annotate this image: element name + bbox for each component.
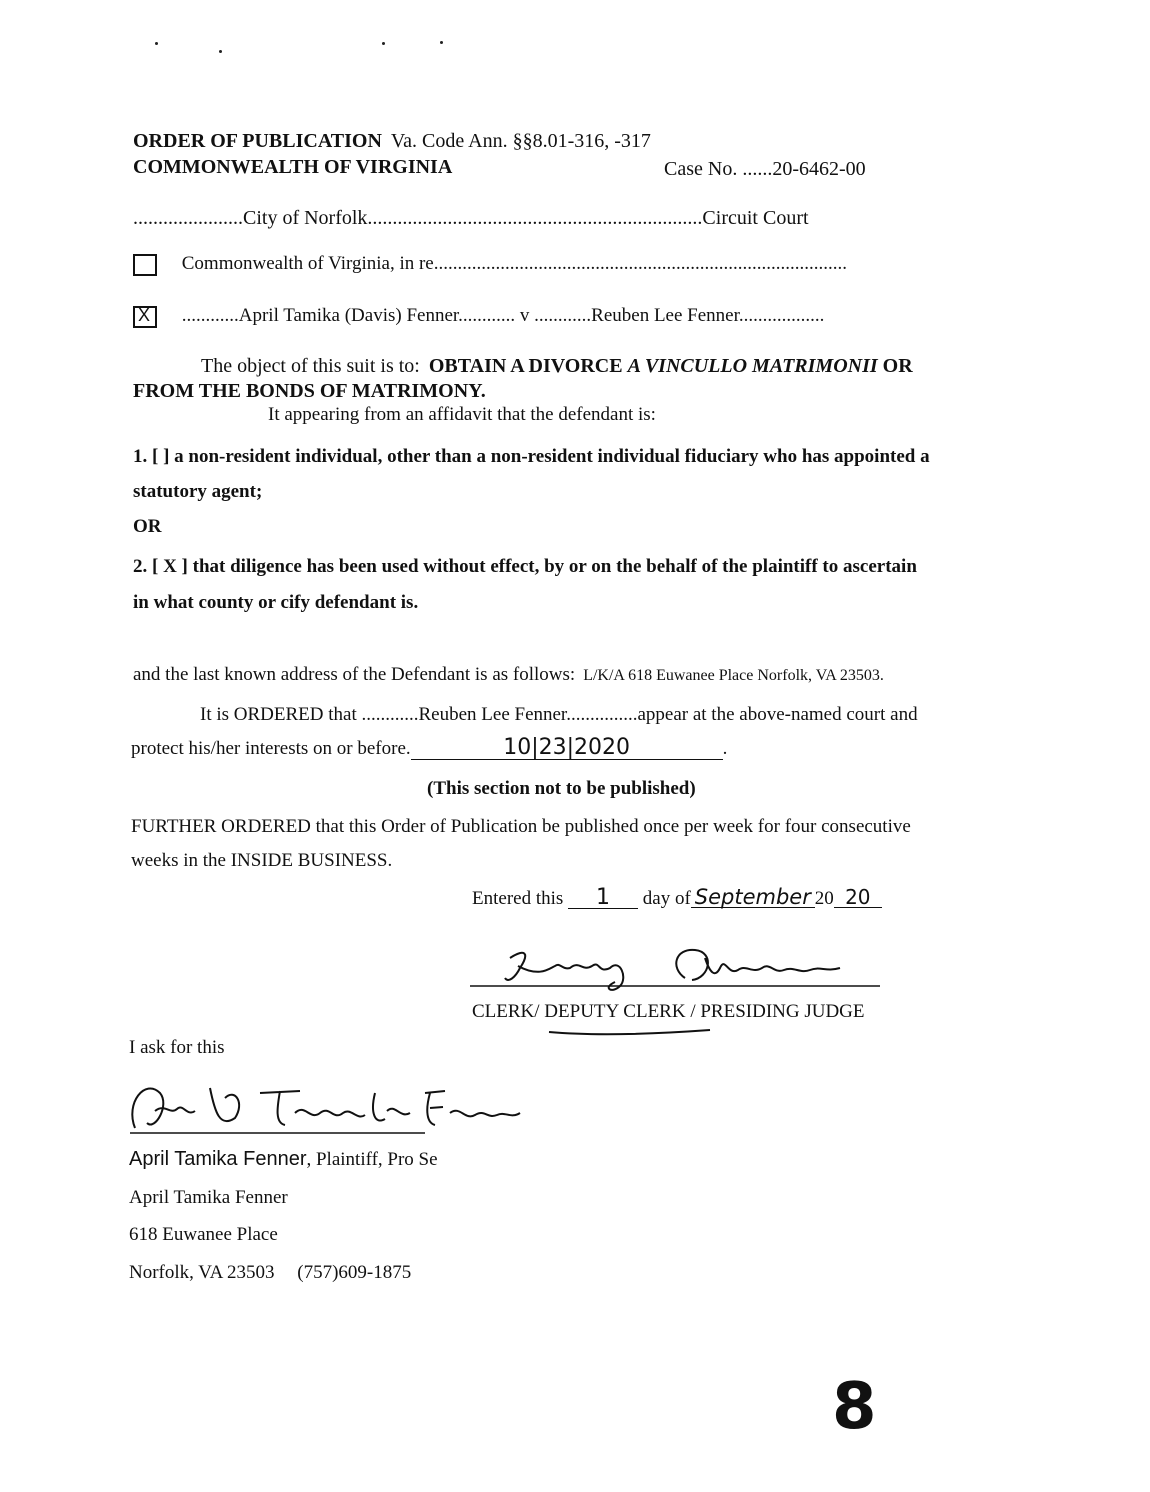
condition-2-line-1: 2. [ X ] that diligence has been used without effect, by or on the behalf of the plaintiff to ascertain — [133, 556, 917, 577]
entered-day-of: day of — [642, 888, 691, 909]
object-latin: A VINCULLO MATRIMONII — [627, 355, 878, 377]
commonwealth-option — [133, 253, 847, 276]
order-line-2-lead: protect his/her interests on or before. — [131, 738, 411, 759]
entered-year-prefix: 20 — [814, 888, 834, 909]
condition-1-line-2: statutory agent; — [133, 481, 263, 502]
entered-line — [472, 887, 882, 910]
order-line-2-end: . — [722, 738, 728, 759]
parties-checkbox[interactable] — [133, 306, 157, 328]
order-title-line — [133, 130, 651, 153]
object-intro: The object of this suit is to: — [201, 355, 420, 377]
clerk-title-underline — [545, 1024, 715, 1038]
scan-speck — [440, 41, 443, 44]
scan-speck — [382, 42, 385, 45]
clerk-title: CLERK/ DEPUTY CLERK / PRESIDING JUDGE — [472, 1001, 865, 1022]
entered-month: September — [691, 887, 815, 908]
affidavit-line: It appearing from an affidavit that the defendant is: — [268, 404, 656, 425]
plaintiff-city-phone — [129, 1262, 411, 1284]
conditions-or: OR — [133, 516, 162, 537]
entered-day: 1 — [568, 888, 638, 909]
clerk-signature-graphic — [470, 938, 900, 998]
plaintiff-name-line — [129, 1148, 438, 1171]
commonwealth-checkbox[interactable] — [133, 254, 157, 276]
order-title: ORDER OF PUBLICATION — [133, 130, 382, 152]
page-number-mark: 8 — [832, 1370, 877, 1444]
object-purpose-b: FROM THE BONDS OF MATRIMONY. — [133, 380, 486, 402]
plaintiff-name-printed: April Tamika Fenner — [129, 1148, 307, 1170]
scan-speck — [219, 50, 222, 53]
plaintiff-name: April Tamika Fenner — [129, 1187, 288, 1208]
address-value: L/K/A 618 Euwanee Place Norfolk, VA 23503. — [583, 667, 884, 684]
object-line — [201, 355, 913, 378]
plaintiff-city: Norfolk, VA 23503 — [129, 1262, 275, 1283]
plaintiff-signature-graphic — [125, 1073, 525, 1143]
not-published-note: (This section not to be published) — [427, 778, 696, 799]
code-citation: Va. Code Ann. §§8.01-316, -317 — [390, 130, 651, 152]
plaintiff-street: 618 Euwanee Place — [129, 1224, 278, 1245]
commonwealth-option-label: Commonwealth of Virginia, in re....................................................................................... — [181, 253, 847, 274]
parties-option — [133, 305, 824, 328]
further-line-1: FURTHER ORDERED that this Order of Publication be published once per week for four consecutive — [131, 816, 911, 837]
plaintiff-role: , Plaintiff, Pro Se — [306, 1149, 438, 1170]
entered-lead: Entered this — [472, 888, 564, 909]
condition-1-line-1: 1. [ ] a non-resident individual, other than a non-resident individual fiduciary who has appointed a — [133, 446, 930, 467]
order-line-2 — [131, 737, 727, 760]
case-number: Case No. ......20-6462-00 — [664, 158, 866, 180]
condition-2-line-2: in what county or cify defendant is. — [133, 592, 419, 613]
check-mark: X — [138, 304, 151, 325]
ask-line: I ask for this — [129, 1037, 225, 1058]
address-line — [133, 664, 884, 686]
entered-year: 20 — [834, 887, 882, 908]
plaintiff-phone: (757)609-1875 — [297, 1262, 412, 1283]
further-line-2: weeks in the INSIDE BUSINESS. — [131, 850, 393, 871]
parties-option-label: ............April Tamika (Davis) Fenner............ v ............Reuben Lee Fenner.................. — [181, 305, 825, 326]
scan-speck — [155, 42, 158, 45]
object-or: OR — [882, 355, 913, 377]
court-line: ......................City of Norfolk...................................................................Circuit Court — [133, 207, 809, 229]
object-purpose: OBTAIN A DIVORCE — [428, 355, 623, 377]
address-lead: and the last known address of the Defendant is as follows: — [133, 664, 576, 685]
due-date-field: 10|23|2020 — [411, 737, 723, 760]
order-line-1: It is ORDERED that ............Reuben Lee Fenner...............appear at the above-named court and — [200, 704, 918, 725]
commonwealth-heading: COMMONWEALTH OF VIRGINIA — [133, 156, 453, 178]
